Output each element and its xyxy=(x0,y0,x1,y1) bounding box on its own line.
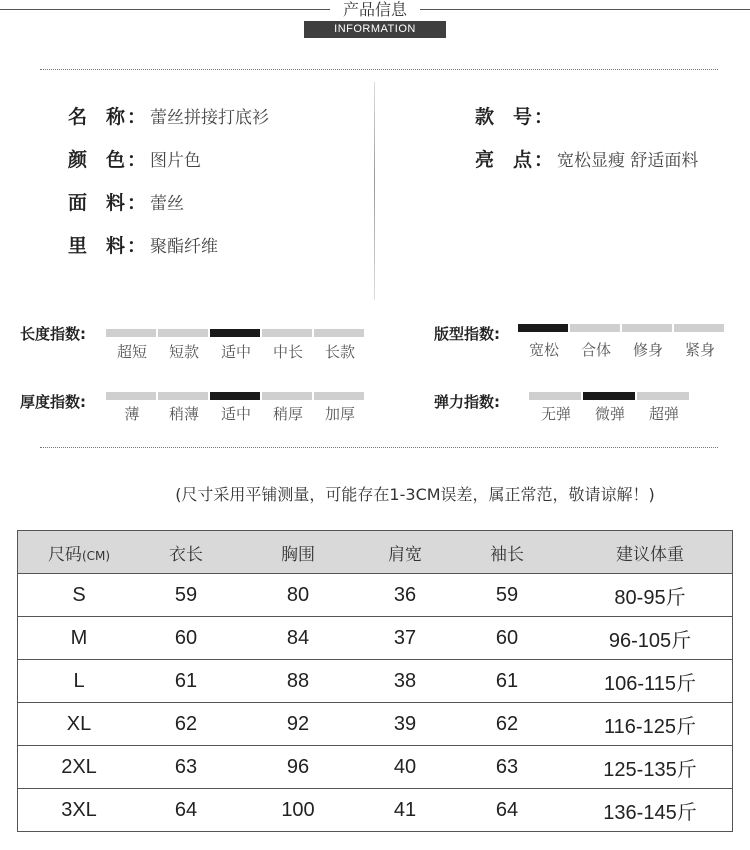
info-label: 面 料 xyxy=(68,192,126,214)
table-cell: 64 xyxy=(446,789,568,832)
scale-segment xyxy=(583,392,635,400)
length-index-options xyxy=(106,341,366,362)
header-size xyxy=(18,531,141,574)
info-value: 蕾丝拼接打底衫 xyxy=(150,108,270,128)
table-cell: 63 xyxy=(446,746,568,789)
header-shoulder: 肩宽 xyxy=(364,531,446,574)
scale-option-label: 修身 xyxy=(632,341,663,359)
info-label: 颜 色 xyxy=(68,149,126,171)
scale-segment xyxy=(314,392,364,400)
table-cell: 39 xyxy=(364,703,446,746)
table-cell: 62 xyxy=(446,703,568,746)
scale-segment xyxy=(570,324,620,332)
thickness-index-label: 厚度指数: xyxy=(20,393,86,411)
header-length: 衣长 xyxy=(140,531,232,574)
info-row-color xyxy=(68,145,201,172)
info-row-lining xyxy=(68,231,218,258)
table-row xyxy=(18,574,733,617)
scale-option-label: 紧身 xyxy=(684,341,715,359)
length-index-label: 长度指数: xyxy=(20,325,86,343)
table-cell: 62 xyxy=(140,703,232,746)
thickness-index-options xyxy=(106,403,366,424)
scale-option-label: 无弹 xyxy=(540,405,571,423)
table-cell: 106-115斤 xyxy=(568,660,733,703)
table-cell: 60 xyxy=(140,617,232,660)
header-size-unit: (CM) xyxy=(81,548,111,563)
info-value: 聚酯纤维 xyxy=(150,237,219,257)
table-cell: 59 xyxy=(140,574,232,617)
table-cell: 100 xyxy=(232,789,364,832)
table-cell: S xyxy=(18,574,141,617)
scale-option-label: 适中 xyxy=(220,405,251,423)
table-cell: 40 xyxy=(364,746,446,789)
scale-option-label: 稍厚 xyxy=(272,405,303,423)
table-cell: 36 xyxy=(364,574,446,617)
table-cell: 61 xyxy=(140,660,232,703)
scale-option-label: 超短 xyxy=(116,343,147,361)
elasticity-index-options xyxy=(529,403,691,424)
info-value: 宽松显瘦 舒适面料 xyxy=(557,151,699,171)
info-value: 蕾丝 xyxy=(150,194,185,214)
table-cell: 2XL xyxy=(18,746,141,789)
info-separator: ： xyxy=(127,235,147,257)
header-weight: 建议体重 xyxy=(568,531,733,574)
table-cell: 96 xyxy=(232,746,364,789)
divider-top xyxy=(40,69,718,70)
scale-option-label: 宽松 xyxy=(528,341,559,359)
scale-option-label: 短款 xyxy=(168,343,199,361)
table-cell: 116-125斤 xyxy=(568,703,733,746)
scale-option-label: 适中 xyxy=(220,343,251,361)
fit-index-bar xyxy=(518,324,726,332)
table-cell: L xyxy=(18,660,141,703)
scale-segment xyxy=(210,392,260,400)
scale-option-label: 加厚 xyxy=(324,405,355,423)
table-cell: 125-135斤 xyxy=(568,746,733,789)
table-cell: 80-95斤 xyxy=(568,574,733,617)
info-label: 款 号 xyxy=(475,106,533,128)
fit-index-options xyxy=(518,339,726,360)
divider-vertical xyxy=(374,82,375,300)
scale-segment xyxy=(210,329,260,337)
table-cell: M xyxy=(18,617,141,660)
info-label: 名 称 xyxy=(68,106,126,128)
table-cell: 37 xyxy=(364,617,446,660)
info-label: 里 料 xyxy=(68,235,126,257)
info-row-highlights xyxy=(475,145,698,172)
section-subtitle-badge: INFORMATION xyxy=(304,21,446,38)
scale-segment xyxy=(518,324,568,332)
thickness-index-bar xyxy=(106,392,366,400)
table-row xyxy=(18,703,733,746)
scale-option-label: 中长 xyxy=(272,343,303,361)
size-table-header xyxy=(18,531,733,574)
table-cell: XL xyxy=(18,703,141,746)
fit-index-label: 版型指数: xyxy=(434,325,500,343)
table-cell: 60 xyxy=(446,617,568,660)
info-separator: ： xyxy=(127,106,147,128)
info-value: 图片色 xyxy=(150,151,202,171)
table-cell: 64 xyxy=(140,789,232,832)
scale-option-label: 微弹 xyxy=(594,405,625,423)
scale-option-label: 稍薄 xyxy=(168,405,199,423)
table-cell: 136-145斤 xyxy=(568,789,733,832)
size-table xyxy=(17,530,733,832)
info-label: 亮 点 xyxy=(475,149,533,171)
table-cell: 92 xyxy=(232,703,364,746)
scale-option-label: 超弹 xyxy=(648,405,679,423)
info-separator: ： xyxy=(534,149,554,171)
scale-segment xyxy=(622,324,672,332)
info-separator: ： xyxy=(127,149,147,171)
scale-option-label: 合体 xyxy=(580,341,611,359)
table-cell: 88 xyxy=(232,660,364,703)
scale-segment xyxy=(106,392,156,400)
table-row xyxy=(18,617,733,660)
info-row-fabric xyxy=(68,188,184,215)
table-cell: 84 xyxy=(232,617,364,660)
divider-bottom xyxy=(40,447,718,448)
table-row xyxy=(18,660,733,703)
scale-segment xyxy=(158,392,208,400)
table-cell: 80 xyxy=(232,574,364,617)
scale-segment xyxy=(262,329,312,337)
scale-option-label: 薄 xyxy=(124,405,140,423)
scale-segment xyxy=(314,329,364,337)
scale-option-label: 长款 xyxy=(324,343,355,361)
table-cell: 63 xyxy=(140,746,232,789)
scale-segment xyxy=(674,324,724,332)
scale-segment xyxy=(106,329,156,337)
info-row-style-number xyxy=(475,102,557,129)
info-separator: ： xyxy=(127,192,147,214)
scale-segment xyxy=(158,329,208,337)
elasticity-index-label: 弹力指数: xyxy=(434,393,500,411)
header-sleeve: 袖长 xyxy=(446,531,568,574)
section-title: 产品信息 xyxy=(342,0,407,19)
table-cell: 41 xyxy=(364,789,446,832)
measurement-note: (尺寸采用平铺测量，可能存在1-3CM误差，属正常范，敬请谅解！) xyxy=(175,485,655,504)
table-cell: 3XL xyxy=(18,789,141,832)
table-cell: 59 xyxy=(446,574,568,617)
table-cell: 38 xyxy=(364,660,446,703)
info-separator: ： xyxy=(534,106,554,128)
scale-segment xyxy=(637,392,689,400)
table-row xyxy=(18,789,733,832)
header-chest: 胸围 xyxy=(232,531,364,574)
table-cell: 96-105斤 xyxy=(568,617,733,660)
table-row xyxy=(18,746,733,789)
table-cell: 61 xyxy=(446,660,568,703)
info-row-name xyxy=(68,102,269,129)
scale-segment xyxy=(262,392,312,400)
scale-segment xyxy=(529,392,581,400)
length-index-bar xyxy=(106,329,366,337)
elasticity-index-bar xyxy=(529,392,691,400)
header-size-text: 尺码 xyxy=(47,544,82,565)
